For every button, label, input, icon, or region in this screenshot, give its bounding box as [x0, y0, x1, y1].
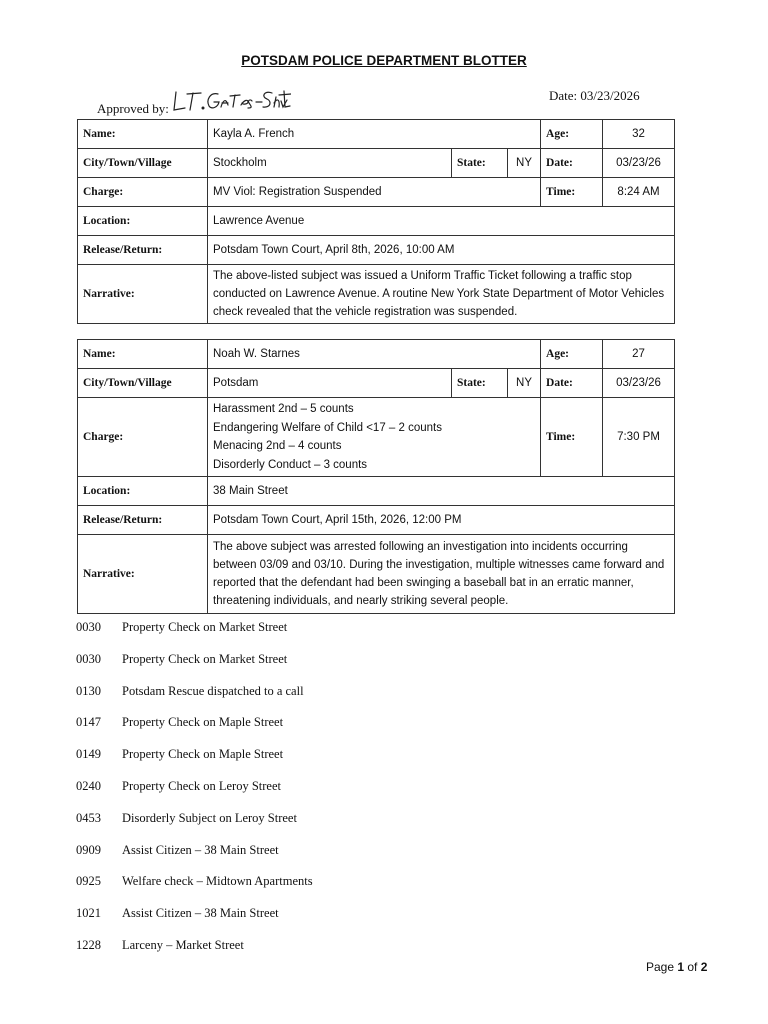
- narrative-label: Narrative:: [78, 535, 208, 614]
- header-date: Date: 03/23/2026: [549, 88, 640, 103]
- release-label: Release/Return:: [78, 506, 208, 535]
- record-release: Potsdam Town Court, April 8th, 2026, 10:00 AM: [208, 236, 675, 265]
- log-time: 0030: [76, 651, 101, 666]
- name-label: Name:: [78, 120, 208, 149]
- log-text: Property Check on Leroy Street: [122, 778, 281, 793]
- subject-state: NY: [508, 369, 541, 398]
- subject-name: Noah W. Starnes: [208, 340, 541, 369]
- record-table: [77, 119, 675, 324]
- charge-item: Endangering Welfare of Child <17 – 2 counts: [213, 421, 442, 434]
- record-location: 38 Main Street: [208, 477, 675, 506]
- log-text: Property Check on Market Street: [122, 620, 288, 634]
- charge-list: [208, 398, 541, 477]
- record-release: Potsdam Town Court, April 15th, 2026, 12:00 PM: [208, 506, 675, 535]
- age-label: Age:: [541, 340, 603, 369]
- log-time: 0925: [76, 874, 101, 889]
- log-entry: [76, 906, 313, 938]
- log-entry: [76, 874, 313, 906]
- approval-line: [97, 85, 291, 117]
- city-label: City/Town/Village: [78, 149, 208, 178]
- date-label: Date:: [541, 149, 603, 178]
- log-time: 0909: [76, 842, 101, 857]
- location-label: Location:: [78, 477, 208, 506]
- log-time: 0030: [76, 620, 101, 634]
- page-of: of: [684, 960, 701, 974]
- approver-signature: [173, 85, 291, 117]
- charge-item: Harassment 2nd – 5 counts: [213, 403, 354, 415]
- log-text: Assist Citizen – 38 Main Street: [122, 842, 279, 857]
- charge-label: Charge:: [78, 398, 208, 477]
- log-text: Property Check on Market Street: [122, 651, 288, 666]
- log-entry: [76, 779, 313, 811]
- approved-label: Approved by:: [97, 101, 169, 116]
- log-time: 1021: [76, 906, 101, 921]
- log-entry: [76, 652, 313, 684]
- log-entry: [76, 843, 313, 875]
- name-label: Name:: [78, 340, 208, 369]
- release-label: Release/Return:: [78, 236, 208, 265]
- log-time: 0453: [76, 810, 101, 825]
- activity-log: [76, 620, 313, 970]
- log-text: Potsdam Rescue dispatched to a call: [122, 683, 304, 698]
- log-time: 0149: [76, 747, 101, 762]
- log-text: Welfare check – Midtown Apartments: [122, 874, 313, 889]
- page-total: 2: [700, 960, 708, 974]
- record-time: 8:24 AM: [603, 178, 675, 207]
- subject-age: 32: [603, 120, 675, 149]
- log-text: Assist Citizen – 38 Main Street: [122, 906, 279, 921]
- age-label: Age:: [541, 120, 603, 149]
- log-text: Disorderly Subject on Leroy Street: [122, 810, 297, 825]
- city-label: City/Town/Village: [78, 369, 208, 398]
- record-date: 03/23/26: [603, 149, 675, 178]
- subject-city: Stockholm: [208, 149, 452, 178]
- subject-city: Potsdam: [208, 369, 452, 398]
- record-location: Lawrence Avenue: [208, 207, 675, 236]
- time-label: Time:: [541, 398, 603, 477]
- state-label: State:: [452, 369, 508, 398]
- page-number: [646, 960, 707, 974]
- log-entry: [76, 938, 313, 970]
- subject-state: NY: [508, 149, 541, 178]
- log-time: 1228: [76, 937, 101, 952]
- charge-item: Menacing 2nd – 4 counts: [213, 440, 342, 452]
- subject-name: Kayla A. French: [208, 120, 541, 149]
- subject-age: 27: [603, 340, 675, 369]
- log-text: Property Check on Maple Street: [122, 747, 284, 762]
- log-text: Property Check on Maple Street: [122, 715, 284, 730]
- log-time: 0240: [76, 778, 101, 793]
- record-narrative: The above-listed subject was issued a Uniform Traffic Ticket following a traffic stop conducted on Lawrence Avenue. A routine New York State Department of Motor Vehicles check revealed that the vehicle registration was suspended.: [208, 265, 675, 324]
- log-entry: [76, 811, 313, 843]
- narrative-label: Narrative:: [78, 265, 208, 324]
- charge-item: Disorderly Conduct – 3 counts: [213, 458, 368, 471]
- state-label: State:: [452, 149, 508, 178]
- log-time: 0130: [76, 683, 101, 698]
- date-label: Date:: [541, 369, 603, 398]
- page-prefix: Page: [646, 960, 678, 974]
- charge-list: [208, 178, 541, 207]
- page-current: 1: [677, 960, 685, 974]
- log-entry: [76, 715, 313, 747]
- log-entry: [76, 684, 313, 716]
- location-label: Location:: [78, 207, 208, 236]
- log-entry: [76, 620, 313, 652]
- log-time: 0147: [76, 715, 101, 730]
- page-title: POTSDAM POLICE DEPARTMENT BLOTTER: [241, 53, 527, 68]
- log-text: Larceny – Market Street: [122, 937, 244, 952]
- log-entry: [76, 747, 313, 779]
- record-narrative: The above subject was arrested following an investigation into incidents occurring between 03/09 and 03/10. During the investigation, multiple witnesses came forward and reported that the defendant had been swinging a baseball bat in an erratic manner, threatening individuals, and nearly striking several people.: [208, 535, 675, 614]
- record-table: [77, 339, 675, 614]
- charge-item: MV Viol: Registration Suspended: [213, 185, 382, 198]
- record-date: 03/23/26: [603, 369, 675, 398]
- time-label: Time:: [541, 178, 603, 207]
- record-time: 7:30 PM: [603, 398, 675, 477]
- charge-label: Charge:: [78, 178, 208, 207]
